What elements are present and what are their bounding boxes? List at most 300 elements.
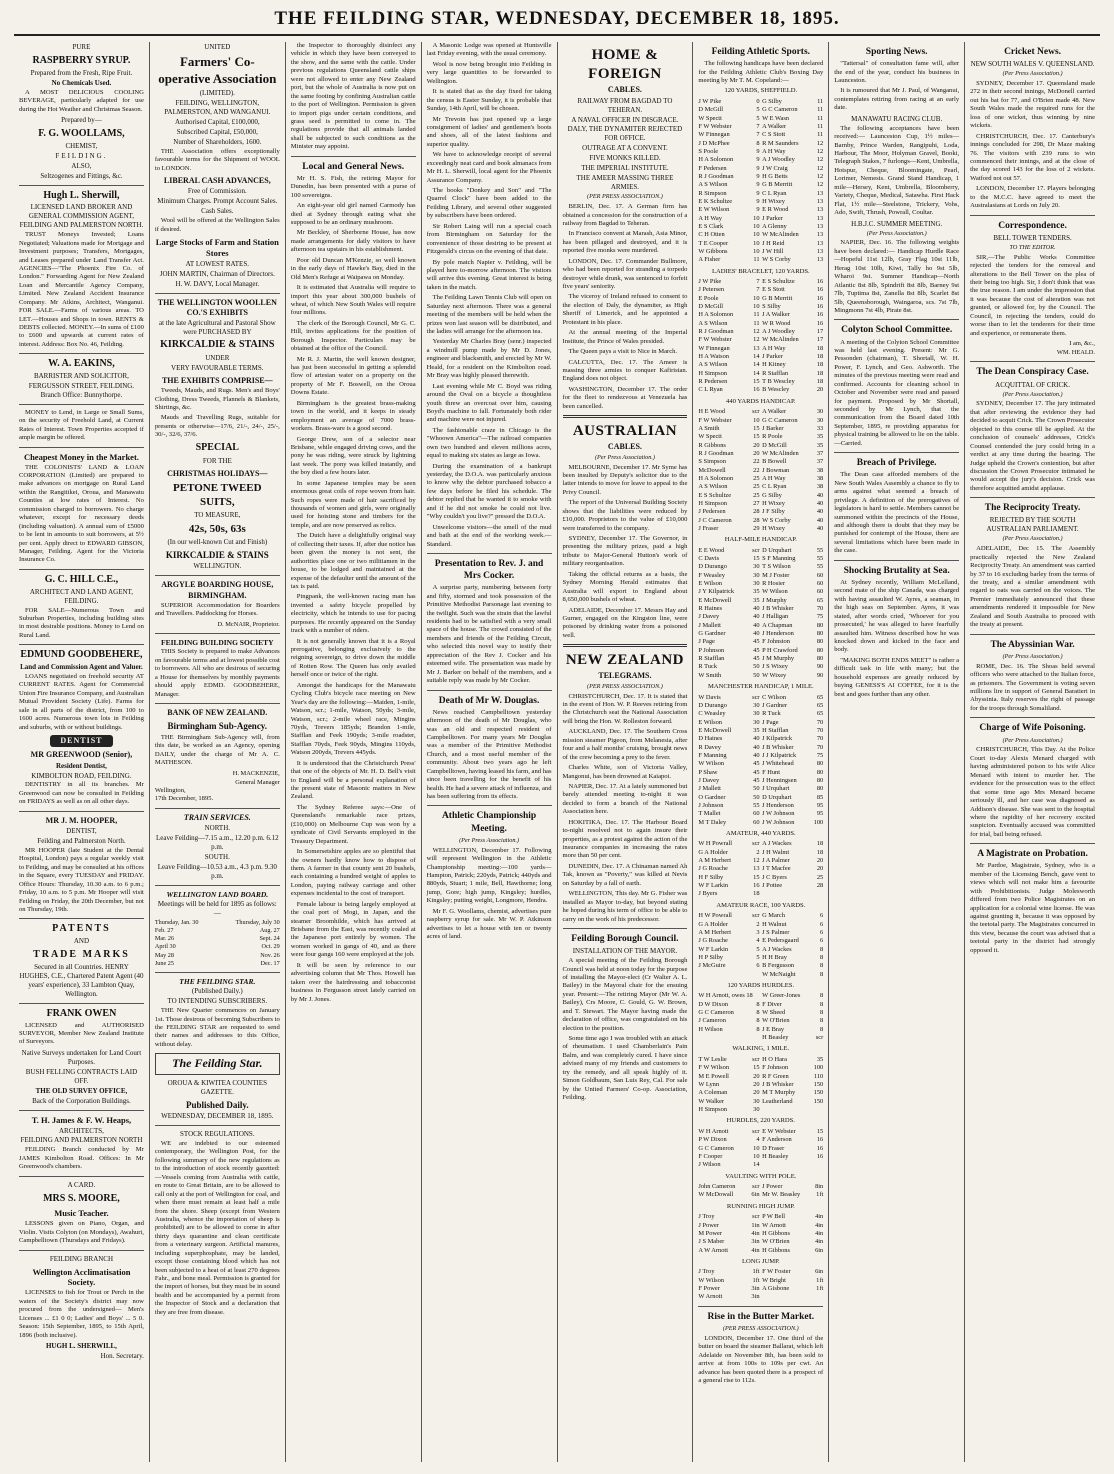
divider [19, 918, 144, 919]
results-row [698, 1081, 823, 1089]
divider [19, 404, 144, 405]
hooper-addr: Feilding and Palmerston North. [37, 836, 126, 845]
results-entry [698, 865, 759, 873]
competitor-name: A H Way [762, 344, 786, 352]
results-entry [698, 605, 759, 613]
local-item: It will be seen by reference to our advertising column that Mr Thos. Howell has taken over the hairdressing and tobacconist business in Fergusson street lately carried on by Mr J. Jones. [290, 961, 416, 1003]
handicap-value: 25 [753, 491, 760, 499]
building-body: THIS Society is prepared to make Advances on favourable terms and at lowest possible cost to borrowers. All who are desirous of securing a House for themselves by monthly payments should apply EDMD. GOODBEHERE, Manager. [154, 648, 280, 698]
handicap-value: 13 [816, 214, 824, 222]
results-block [698, 830, 823, 899]
handicap-value: 30 [753, 710, 760, 718]
handicap-value: 12 [753, 328, 760, 336]
results-entry [698, 370, 759, 378]
handicap-value: 20 [753, 441, 760, 449]
handicap-value: 12 [816, 181, 824, 189]
handicap-value: 28 [753, 508, 760, 516]
results-entry [698, 735, 759, 743]
competitor-name: T B Wescley [762, 378, 795, 386]
results-row [698, 131, 823, 139]
goodbehere-title: Land and Commission Agent and Valuer. [20, 663, 143, 672]
handicap-value: scr [752, 1127, 760, 1135]
results-entry [762, 1034, 823, 1042]
handicap-value: 8 [820, 962, 824, 970]
competitor-name: D McGill [762, 441, 787, 449]
competitor-name: W Wilson [698, 1276, 724, 1284]
heaps-role: ARCHITECTS, [58, 1126, 104, 1135]
results-entry [698, 115, 759, 123]
competitor-name: W S Corby [762, 256, 791, 264]
handicap-value: 45 [753, 646, 760, 654]
handicap-value: 18 [816, 378, 824, 386]
greenwood-name: MR GREENWOOD (Senior), [30, 750, 133, 760]
results-row [698, 140, 823, 148]
competitor-name: J McGuire [698, 962, 726, 970]
results-entry [762, 173, 823, 181]
competitor-name: A W Arnott [698, 1246, 728, 1254]
competitor-name: W Finnegan [698, 344, 730, 352]
results-title: LONG JUMP. [741, 1257, 780, 1265]
results-entry [762, 912, 823, 920]
competitor-name: J Cameron [698, 1017, 726, 1025]
results-entry [698, 794, 759, 802]
handicap-value: 45 [753, 655, 760, 663]
handicap-value: 3in [751, 1293, 760, 1301]
manawatu-head: MANAWATU RACING CLUB. [851, 114, 943, 123]
results-row [698, 361, 823, 369]
competitor-name: F W Foster [762, 1268, 791, 1276]
competitor-name: J E Bray [762, 1025, 785, 1033]
results-entry [762, 802, 823, 810]
competitor-name: P Johnson [698, 646, 725, 654]
results-row [698, 181, 823, 189]
results-row [698, 1247, 823, 1255]
handicap-value: 100 [813, 1064, 824, 1072]
results-row [698, 588, 823, 596]
results-row [698, 849, 823, 857]
handicap-value: 15 [753, 424, 760, 432]
results-entry [698, 719, 759, 727]
handicap-value: 45 [753, 638, 760, 646]
results-entry [698, 1213, 759, 1221]
results-entry [762, 433, 823, 441]
results-block [698, 1173, 823, 1200]
bell-head: BELL TOWER TENDERS. [993, 233, 1072, 242]
results-entry [698, 547, 759, 555]
divider [970, 361, 1095, 362]
handicap-value: 40 [753, 605, 760, 613]
nz-item: AUCKLAND, Dec. 17. The Southern Cross mission steamer Pigeon, from Melanesia, after four and a half months' cruising, brought news of the crew becoming a prey to the fever. [562, 728, 688, 761]
handicap-value: 18 [816, 344, 824, 352]
handicap-value: 27 [753, 499, 760, 507]
results-title: RUNNING HIGH JUMP. [726, 1202, 795, 1210]
handicap-value: 40 [753, 613, 760, 621]
results-entry [762, 840, 823, 848]
competitor-name: D Urquhart [762, 793, 792, 801]
divider [19, 811, 144, 812]
results-entry [762, 417, 823, 425]
handicap-value: 4in [815, 1238, 824, 1246]
competitor-name: A Walker [762, 408, 787, 416]
board-cell: Nov. 26 [260, 951, 280, 959]
competitor-name: J Pedersen [698, 508, 726, 516]
results-entry [762, 1026, 823, 1034]
results-entry [762, 1238, 823, 1246]
results-entry [762, 286, 823, 294]
handicap-value: 70 [816, 743, 824, 751]
handicap-value: 25 [753, 483, 760, 491]
results-entry [698, 954, 759, 962]
handicap-value: 13 [753, 344, 760, 352]
handicap-value: 38 [816, 466, 824, 474]
handicap-value: 35 [816, 433, 824, 441]
cable-item: The viceroy of Ireland refused to consent to the election of Daly, the dynamiter, as High Sheriff of Limerick, and he appointed a Protestant in his place. [562, 293, 688, 326]
capital-share: Number of Shareholders, 1600. [173, 137, 262, 146]
results-entry [698, 190, 759, 198]
cable-subhead: RAILWAY FROM BAGDAD TO TEHERAN. [577, 96, 673, 114]
results-row [698, 173, 823, 181]
competitor-name: D Fraser [762, 1144, 785, 1152]
divider [19, 1250, 144, 1251]
results-entry [762, 785, 823, 793]
handicap-value: 1ft [752, 1268, 760, 1276]
athletic-body: WELLINGTON, December 17. Following will represent Wellington in the Athletic Championship meeting:—100 yards—Hampton, Patrick; 220yds, Patrick; 440yds and 880yds, Stuart; 1 mile, Bell, Hawthorne; long jump, Gore; high jump, Kingsley; hurdles, Kingsley; putting weight, Longmore, Hendra. [426, 846, 552, 905]
dec-date: 17th December, 1895. [154, 795, 214, 803]
handicap-value: 20 [816, 386, 824, 394]
results-entry [698, 417, 759, 425]
results-entry [698, 240, 759, 248]
owen-body: LICENSED and AUTHORISED SURVEYOR, Member New Zealand Institute of Surveyors. [19, 1021, 144, 1046]
column-2 [150, 42, 286, 1462]
results-row [698, 256, 823, 264]
results-entry [698, 1247, 759, 1255]
handicap-value: 95 [816, 810, 824, 818]
competitor-name: Leatherland [762, 1097, 793, 1105]
results-entry [762, 890, 823, 898]
column-8 [965, 42, 1100, 1462]
competitor-name: W F Larkin [698, 882, 729, 890]
handicap-value: 13 [753, 865, 760, 873]
competitor-name: F Anderson [762, 1136, 792, 1144]
handicap-value: 65 [816, 693, 824, 701]
results-entry [698, 1034, 759, 1042]
cable-subhead: OUTRAGE AT A CONVENT. [582, 144, 668, 153]
exhibits-head: THE EXHIBITS COMPRISE— [161, 375, 273, 385]
butter-byline: (PER PRESS ASSOCIATION.) [722, 1324, 799, 1332]
results-entry [698, 467, 759, 475]
handicap-value: 8 [820, 1025, 824, 1033]
competitor-name: E S Schultze [762, 278, 795, 286]
results-entry [698, 140, 759, 148]
competitor-name: J Power [762, 1183, 783, 1191]
competitor-name: J Petersen [698, 286, 725, 294]
news-item: It is stated that as the day fixed for taking the census is Easter Sunday, it is probable that Sunday, 14th April, will be chosen. [426, 88, 552, 113]
competitor-name: J B Whisker [762, 1080, 794, 1088]
competitor-name: F Diver [762, 1000, 782, 1008]
results-entry [762, 320, 823, 328]
divider [427, 690, 552, 691]
divider [155, 703, 280, 704]
results-row [698, 1222, 823, 1230]
results-entry [762, 361, 823, 369]
results-row [698, 215, 823, 223]
handicap-value: 20 [753, 1080, 760, 1088]
sherwill-role: LICENSED LAND BROKER AND GENERAL COMMISSION AGENT, FEILDING AND PALMERSTON NORTH. [19, 203, 144, 230]
column-4 [422, 42, 558, 1462]
competitor-name: J Davey [698, 776, 720, 784]
results-entry [762, 442, 823, 450]
competitor-name: F Power [698, 1285, 720, 1293]
handicap-value: 7 [756, 131, 760, 139]
cricket-body: SYDNEY, December 17. Queensland made 272 in their second innings, McDonell carried out his bat for 77, and O'Brien made 48. New South Wales made the required runs for the loss of one wicket, thus winning by nine wickets. [970, 80, 1095, 130]
handicap-value: 80 [816, 655, 824, 663]
results-entry [698, 622, 759, 630]
handicap-value: 60 [816, 571, 824, 579]
competitor-name: S Silby [762, 303, 781, 311]
handicap-value: 150 [813, 1089, 824, 1097]
board-cell: June 25 [154, 959, 174, 967]
competitor-name: T E Cooper [698, 239, 729, 247]
results-row [698, 802, 823, 810]
divider [427, 805, 552, 806]
bell-name: WM. HEALD. [1056, 349, 1095, 357]
column-7 [829, 42, 965, 1462]
handicap-value: 30 [753, 571, 760, 579]
competitor-name: J Mallett [698, 621, 721, 629]
cable-item: WASHINGTON, December 17. The order for the fleet to rendezvous at Venezuela has been cancelled. [562, 385, 688, 410]
results-entry [698, 840, 759, 848]
results-row [698, 597, 823, 605]
competitor-name: H A Solomon [698, 156, 734, 164]
handicap-value: 7 [756, 278, 760, 286]
results-block [698, 87, 823, 264]
competitor-name: C L Ryan [698, 386, 723, 394]
handicap-value: 11 [817, 106, 824, 114]
handicap-value: 13 [816, 239, 824, 247]
results-entry [698, 921, 759, 929]
handicap-value: 40 [753, 735, 760, 743]
handicap-value: scr [752, 1056, 760, 1063]
local-item: It is estimated that Australia will require to import this year about 300,000 bushels of wheat, of which New South Wales will require four millions. [290, 284, 416, 317]
cable-item: In Francisco convent at Marash, Asia Minor, has been pillaged and destroyed, and it is reported five monks were murdered. [562, 230, 688, 255]
results-entry [698, 580, 759, 588]
competitor-name: F Weasley [698, 571, 725, 579]
dean-head: The Dean Conspiracy Case. [976, 367, 1089, 378]
competitor-name: B Bowell [762, 458, 787, 466]
abyss-body: ROME, Dec. 16. The Shoas held several officers who were attached to the Italian force, as prisoners. The Government is voting seven millions lire in support of General Baratieri in Abyssinia. Italy reserves the right of passage for the troops through Somaliland. [970, 662, 1095, 712]
results-entry [698, 508, 759, 516]
results-entry [762, 547, 823, 555]
hooper-role: DENTIST, [66, 827, 97, 836]
results-title: HURDLES, 220 YARDS. [726, 1117, 795, 1125]
stock-continued: the Inspector to thoroughly disinfect any vehicle in which they have been conveyed to the show, and the same with the cattle. Under previous regulations Queensland cattle ships were not allowed to enter any New Zealand port, but the whole of Australia is now put on the same footing by confining Australian cattle to the port of Wellington. Permission is given to import pigs under certain conditions, and grass seed is permitted to come in. The regulations provide that all animals landed shall be subjected to such conditions as the Minister may appoint. [290, 42, 416, 151]
results-entry [762, 295, 823, 303]
handicap-value: 18 [816, 369, 824, 377]
competitor-name: J A Walker [762, 311, 790, 319]
results-entry [698, 198, 759, 206]
stock-head: STOCK REGULATIONS. [180, 1130, 255, 1139]
results-block [698, 1258, 823, 1302]
board-cell: April 30 [154, 943, 176, 951]
competitor-name: J H Walmt [762, 848, 790, 856]
handicap-value: 35 [753, 596, 760, 604]
presentation-head: Presentation to Rev. J. and Mrs Cocker. [434, 558, 544, 582]
local-head: Local and General News. [302, 161, 405, 172]
results-entry [698, 517, 759, 525]
results-entry [698, 630, 759, 638]
board-cell: Thursday, Jan. 30 [154, 919, 199, 927]
results-entry [762, 605, 823, 613]
kirkcaldie2-name: KIRKCALDIE & STAINS [165, 549, 269, 560]
handicap-value: 40 [816, 491, 824, 499]
competitor-name: R J Goodman [698, 328, 734, 336]
competitor-name: G B Merritt [762, 181, 793, 189]
competitor-name: W Spectt [698, 114, 722, 122]
handicap-value: 5 [756, 106, 760, 114]
results-entry [762, 115, 823, 123]
results-entry [698, 694, 759, 702]
results-block [698, 398, 823, 533]
forsale-body: FOR SALE—Numerous Town and Suburban Properties, including building sites in most desirable positions. Money to Lend on Rural Land. [19, 606, 144, 639]
liberal-advances: LIBERAL CASH ADVANCES, [163, 176, 271, 186]
dean-body: SYDNEY, December 17. The jury intimated that after reviewing the evidence they had decided to acquit Crick. The Crown Prosecutor objected to this course till he applied. At the conclusion of counsels' addresses, Crick's Counsel contended the jury could bring in a verdict at any time during the hearing. The Judge upheld the Crown's contention, but after discussion the Crown Prosecutor intimated he would accept the jury's decision. Crick was therefore acquitted amidst applause. [970, 400, 1095, 492]
results-row [698, 295, 823, 303]
handicap-value: 17 [816, 336, 824, 344]
results-entry [762, 694, 823, 702]
results-row [698, 810, 823, 818]
results-entry [698, 483, 759, 491]
results-entry [762, 500, 823, 508]
results-entry [698, 1106, 759, 1114]
results-entry [762, 328, 823, 336]
kirkcaldie-under: UNDER [205, 353, 230, 362]
handicap-value: 8 [820, 945, 824, 953]
competitor-name: H Wixey [762, 197, 785, 205]
competitor-name: D McGill [698, 106, 724, 114]
results-row [698, 1293, 823, 1301]
borough-sub: INSTALLATION OF THE MAYOR. [572, 947, 678, 956]
results-entry [762, 370, 823, 378]
hbjc-body: NAPIER, Dec. 16. The following weights have been declared:— Handicap Hurdle Race—Hopeful 11st 12lb, Gray Flag 10st 11lb, Herag 10st 10lb, Kiwi, Tally ho 9st 5lb, Wharoi 9st. Summer Handicap—North Atlantic 8st 8lb, Spindrift 8st 8lb, Barney 9st 7lb, Tuptima 8st, Zanella 8st 8lb, Scarlet 8st 5lb, Queensborough, Waingaroa, scs. 7st 7lb, Mingmonn 7st 4lb, Pirate 8st. [834, 239, 960, 314]
holidays-label: CHRISTMAS HOLIDAYS— [167, 468, 268, 478]
sporting-head: Sporting News. [865, 47, 928, 57]
handicap-value: 10 [753, 231, 760, 239]
competitor-name: J F Silby [762, 508, 785, 516]
results-entry [762, 971, 823, 979]
barrister-addr: FERGUSSON STREET, FEILDING. Branch Office: Bunnythorpe. [28, 382, 135, 400]
divider [970, 717, 1095, 718]
handicap-value: 35 [753, 726, 760, 734]
results-block [698, 982, 823, 1043]
results-entry [762, 378, 823, 386]
results-entry [698, 106, 759, 114]
competitor-name: W Sheed [762, 1009, 786, 1017]
results-row [698, 165, 823, 173]
competitor-name: A S Wilson [698, 319, 728, 327]
competitor-name: R Tuck [698, 663, 718, 671]
results-entry [762, 458, 823, 466]
poison-head: Charge of Wife Poisoning. [979, 723, 1086, 734]
results-host [698, 87, 823, 1301]
handicap-value: 16 [816, 278, 824, 286]
competitor-name: W Walker [698, 1097, 725, 1105]
results-block [698, 902, 823, 979]
results-row [698, 555, 823, 563]
handicap-value: 80 [816, 776, 824, 784]
results-entry [698, 663, 759, 671]
results-entry [762, 1128, 823, 1136]
bnz-head: BANK OF NEW ZEALAND. [167, 708, 268, 718]
results-row [698, 1136, 823, 1144]
results-entry [698, 98, 759, 106]
nz-item: HOKITIKA, Dec. 17. The Harbour Board to-night resolved not to again insure their properties, as a protest against the action of the insurance companies in increasing the rates more than 50 per cent. [562, 818, 688, 860]
card-label: A CARD. [67, 1180, 96, 1189]
divider [155, 575, 280, 576]
bush-felling: BUSH FELLING CONTRACTS LAID OFF. [25, 1067, 138, 1085]
competitor-name: A Walker [762, 123, 787, 131]
results-row [698, 328, 823, 336]
results-entry [762, 408, 823, 416]
results-row [698, 240, 823, 248]
results-entry [762, 303, 823, 311]
home-cables: CABLES. [607, 85, 642, 95]
competitor-name: A H Way [762, 474, 786, 482]
results-entry [698, 256, 759, 264]
handicap-value: 80 [816, 630, 824, 638]
hbjc-byline: (Per Press Association.) [866, 229, 927, 237]
handicap-value: scr [815, 1034, 824, 1042]
results-entry [698, 450, 759, 458]
competitor-name: E Poole [698, 294, 719, 302]
results-entry [698, 769, 759, 777]
results-row [698, 971, 823, 979]
handicap-value: 10 [753, 303, 760, 311]
results-row [698, 694, 823, 702]
handicap-value: 16 [816, 1152, 824, 1160]
nz-item: WELLINGTON, This day. Mr G. Fisher was installed as Mayor to-day, but beyond stating he hoped during his term of office to be able to carry on the work of his predecessor. [562, 890, 688, 923]
competitor-name: A Gisbone [762, 1285, 790, 1293]
handicap-value: 6 [820, 928, 824, 936]
ad-raspberry-nochem: No Chemicals Used. [51, 78, 112, 87]
results-entry [762, 198, 823, 206]
competitor-name: J W Pike [698, 98, 722, 106]
results-row [698, 123, 823, 131]
results-entry [698, 857, 759, 865]
competitor-name: R Tuck [762, 710, 781, 718]
competitor-name: J Whitehead [762, 760, 794, 768]
handicap-value: 6 [756, 962, 760, 970]
results-row [698, 752, 823, 760]
divider [563, 644, 688, 647]
results-entry [698, 181, 759, 189]
handicap-value: 8 [820, 1017, 824, 1025]
competitor-name: A H Way [698, 214, 722, 222]
competitor-name: B Fergusson [762, 962, 795, 970]
results-row [698, 1089, 823, 1097]
competitor-name: F Johnston [762, 638, 790, 646]
results-row [698, 605, 823, 613]
handicap-value: 35 [816, 1056, 824, 1063]
goodbehere-name: EDMUND GOODBEHERE, [20, 649, 143, 661]
results-entry [698, 286, 759, 294]
competitor-name: A J Wackes [762, 840, 792, 848]
local-item: The Dutch have a delightfully original way of collecting their taxes. If, after due notice has been given the money is not sent, the authorities place one or two militiamen in the house, to be lodged and maintained at the expense of the defaulter until the amount of the tax is paid. [290, 532, 416, 590]
handicap-value: 8 [820, 1009, 824, 1017]
competitor-name: E Wilson [698, 718, 722, 726]
handicap-value: 80 [816, 760, 824, 768]
results-entry [762, 1098, 823, 1106]
results-row [698, 1183, 823, 1191]
